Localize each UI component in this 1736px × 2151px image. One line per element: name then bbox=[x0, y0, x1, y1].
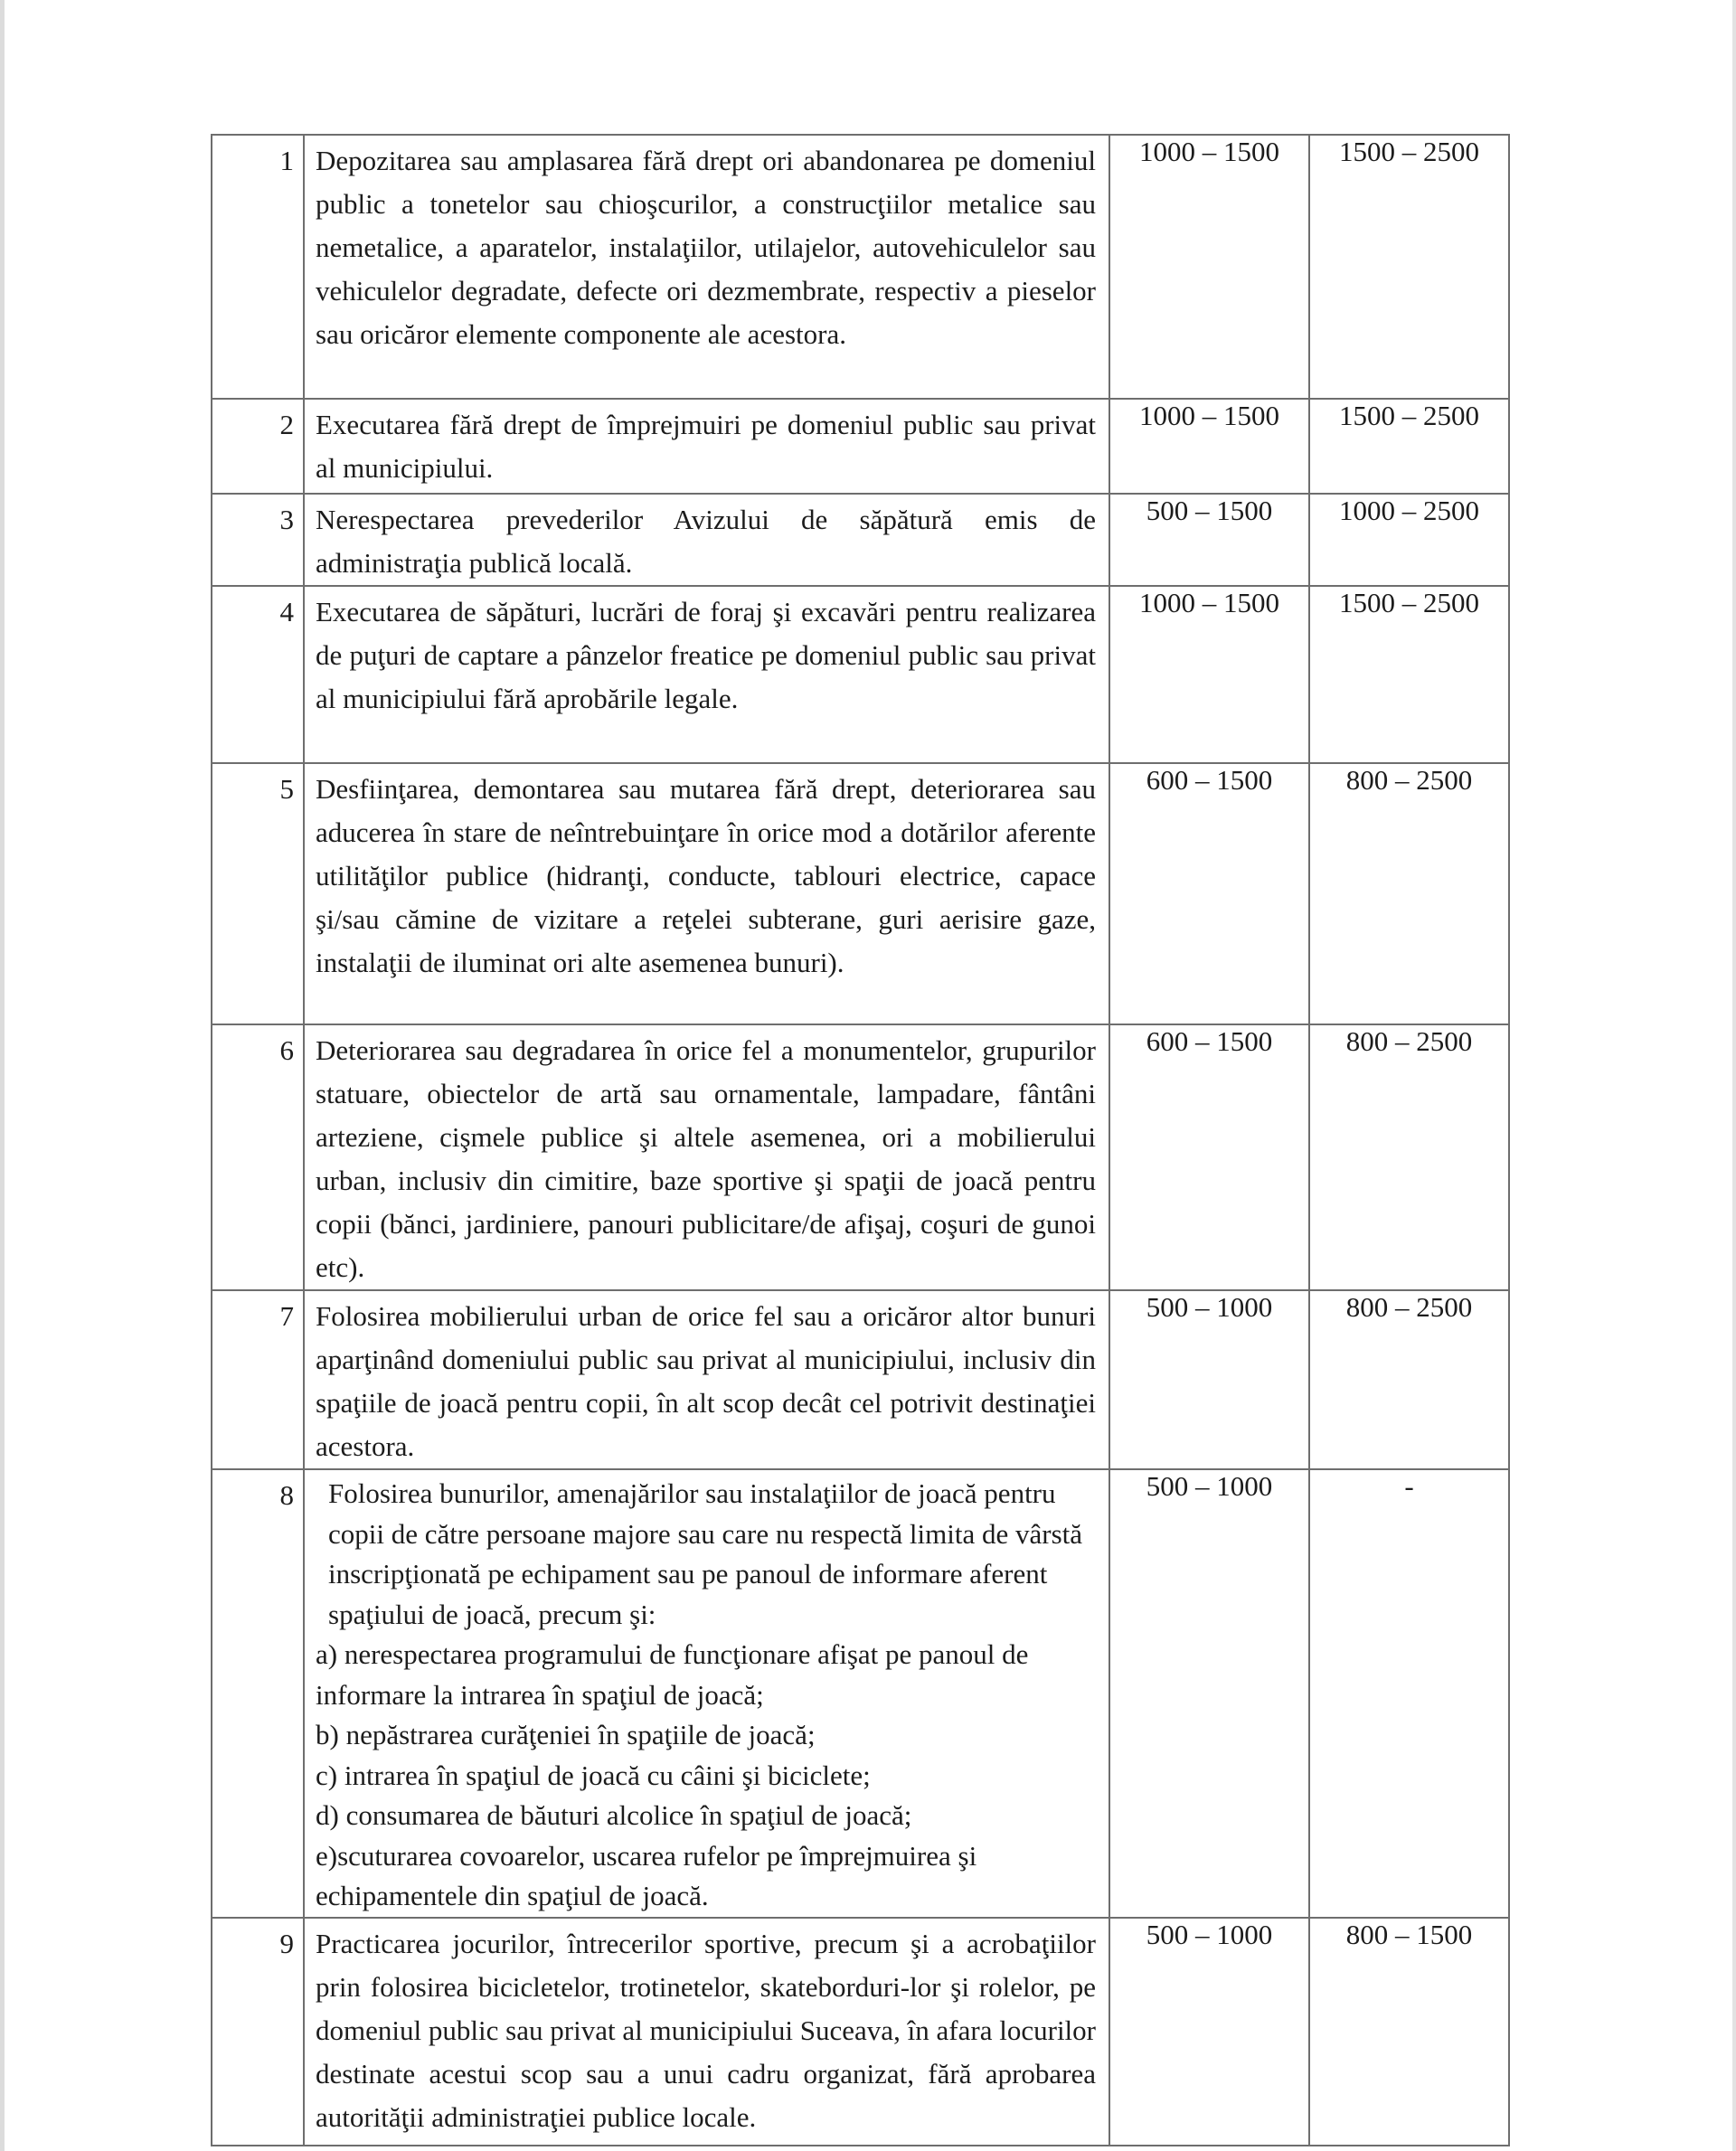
table-row bbox=[212, 399, 1509, 494]
fine-legal-entity: 1500 – 2500 bbox=[1309, 135, 1509, 399]
offense-description: Desfiinţarea, demontarea sau mutarea fără drept, deteriorarea sau aducerea în stare de neîntrebuinţare în orice mod a dotărilor aferente utilităţilor publice (hidranţi, conducte, tablouri electrice, capace şi/sau cămine de vizitare a reţelei subterane, guri aerisire gaze, instalaţii de iluminat ori alte asemenea bunuri). bbox=[304, 763, 1109, 1024]
row-number: 6 bbox=[212, 1024, 304, 1290]
table-row bbox=[212, 1469, 1509, 1918]
fine-legal-entity: 800 – 1500 bbox=[1309, 1918, 1509, 2146]
row-number: 3 bbox=[212, 494, 304, 586]
fine-individual: 500 – 1000 bbox=[1109, 1290, 1309, 1469]
row-number: 7 bbox=[212, 1290, 304, 1469]
fine-legal-entity: - bbox=[1309, 1469, 1509, 1918]
fine-individual: 600 – 1500 bbox=[1109, 1024, 1309, 1290]
fine-legal-entity: 800 – 2500 bbox=[1309, 763, 1509, 1024]
offense-subitem-a: a) nerespectarea programului de funcţionare afişat pe panoul de informare la intrarea în spaţiul de joacă; bbox=[316, 1638, 1029, 1711]
offense-subitem-c: c) intrarea în spaţiul de joacă cu câini şi biciclete; bbox=[316, 1759, 871, 1791]
fine-individual: 1000 – 1500 bbox=[1109, 399, 1309, 494]
table-row bbox=[212, 494, 1509, 586]
offense-description: Nerespectarea prevederilor Avizului de săpătură emis de administraţia publică locală. bbox=[304, 494, 1109, 586]
fine-individual: 600 – 1500 bbox=[1109, 763, 1309, 1024]
table-row bbox=[212, 763, 1509, 1024]
offense-subitem-d: d) consumarea de băuturi alcolice în spaţiul de joacă; bbox=[316, 1799, 912, 1831]
table-row bbox=[212, 1024, 1509, 1290]
row-number: 1 bbox=[212, 135, 304, 399]
table-row bbox=[212, 586, 1509, 763]
table-row bbox=[212, 1290, 1509, 1469]
fine-legal-entity: 1500 – 2500 bbox=[1309, 586, 1509, 763]
offense-subitem-e: e)scuturarea covoarelor, uscarea rufelor pe împrejmuirea şi echipamentele din spaţiul de joacă. bbox=[316, 1839, 977, 1911]
row-number: 4 bbox=[212, 586, 304, 763]
offense-subitem-b: b) nepăstrarea curăţeniei în spaţiile de joacă; bbox=[316, 1719, 816, 1750]
row-number: 9 bbox=[212, 1918, 304, 2146]
offense-description: Practicarea jocurilor, întrecerilor sportive, precum şi a acrobaţiilor prin folosirea bicicletelor, trotinetelor, skateborduri-lor şi rolelor, pe domeniul public sau privat al municipiului Suceava, în afara locurilor destinate acestui scop sau a unui cadru organizat, fără aprobarea autorităţii administraţiei publice locale. bbox=[304, 1918, 1109, 2146]
fine-legal-entity: 800 – 2500 bbox=[1309, 1024, 1509, 1290]
row-number: 8 bbox=[212, 1469, 304, 1918]
row-number: 5 bbox=[212, 763, 304, 1024]
fine-individual: 1000 – 1500 bbox=[1109, 586, 1309, 763]
fine-legal-entity: 800 – 2500 bbox=[1309, 1290, 1509, 1469]
table-row bbox=[212, 135, 1509, 399]
fine-individual: 500 – 1000 bbox=[1109, 1469, 1309, 1918]
offense-description: Depozitarea sau amplasarea fără drept ori abandonarea pe domeniul public a tonetelor sau chioşcurilor, a construcţiilor metalice sau nemetalice, a aparatelor, instalaţiilor, utilajelor, autovehiculelor sau vehiculelor degradate, defecte ori dezmembrate, respectiv a pieselor sau oricăror elemente componente ale acestora. bbox=[304, 135, 1109, 399]
fine-legal-entity: 1500 – 2500 bbox=[1309, 399, 1509, 494]
row-number: 2 bbox=[212, 399, 304, 494]
fine-individual: 500 – 1500 bbox=[1109, 494, 1309, 586]
offense-description: Folosirea mobilierului urban de orice fel sau a oricăror altor bunuri aparţinând domeniului public sau privat al municipiului, inclusiv din spaţiile de joacă pentru copii, în alt scop decât cel potrivit destinaţiei acestora. bbox=[304, 1290, 1109, 1469]
viewer-right-edge bbox=[1732, 0, 1736, 2151]
offense-description: Executarea de săpături, lucrări de foraj şi excavări pentru realizarea de puţuri de captare a pânzelor freatice pe domeniul public sau privat al municipiului fără aprobările legale. bbox=[304, 586, 1109, 763]
fine-legal-entity: 1000 – 2500 bbox=[1309, 494, 1509, 586]
offense-description-intro: Folosirea bunurilor, amenajărilor sau instalaţiilor de joacă pentru copii de către persoane majore sau care nu respectă limita de vârstă inscripţionată pe echipament sau pe panoul de informare aferent spaţiului de joacă, precum şi: bbox=[328, 1477, 1083, 1630]
viewer-left-edge bbox=[0, 0, 5, 2151]
offense-description: Deteriorarea sau degradarea în orice fel a monumentelor, grupurilor statuare, obiectelor de artă sau ornamentale, lampadare, fântâni arteziene, cişmele publice şi altele asemenea, ori a mobilierului urban, inclusiv din cimitire, baze sportive şi spaţii de joacă pentru copii (bănci, jardiniere, panouri publicitare/de afişaj, coşuri de gunoi etc). bbox=[304, 1024, 1109, 1290]
offense-description: Executarea fără drept de împrejmuiri pe domeniul public sau privat al municipiului. bbox=[304, 399, 1109, 494]
fine-individual: 1000 – 1500 bbox=[1109, 135, 1309, 399]
table-row bbox=[212, 1918, 1509, 2146]
offense-description bbox=[304, 1469, 1109, 1918]
fines-table bbox=[211, 134, 1510, 2146]
fine-individual: 500 – 1000 bbox=[1109, 1918, 1309, 2146]
